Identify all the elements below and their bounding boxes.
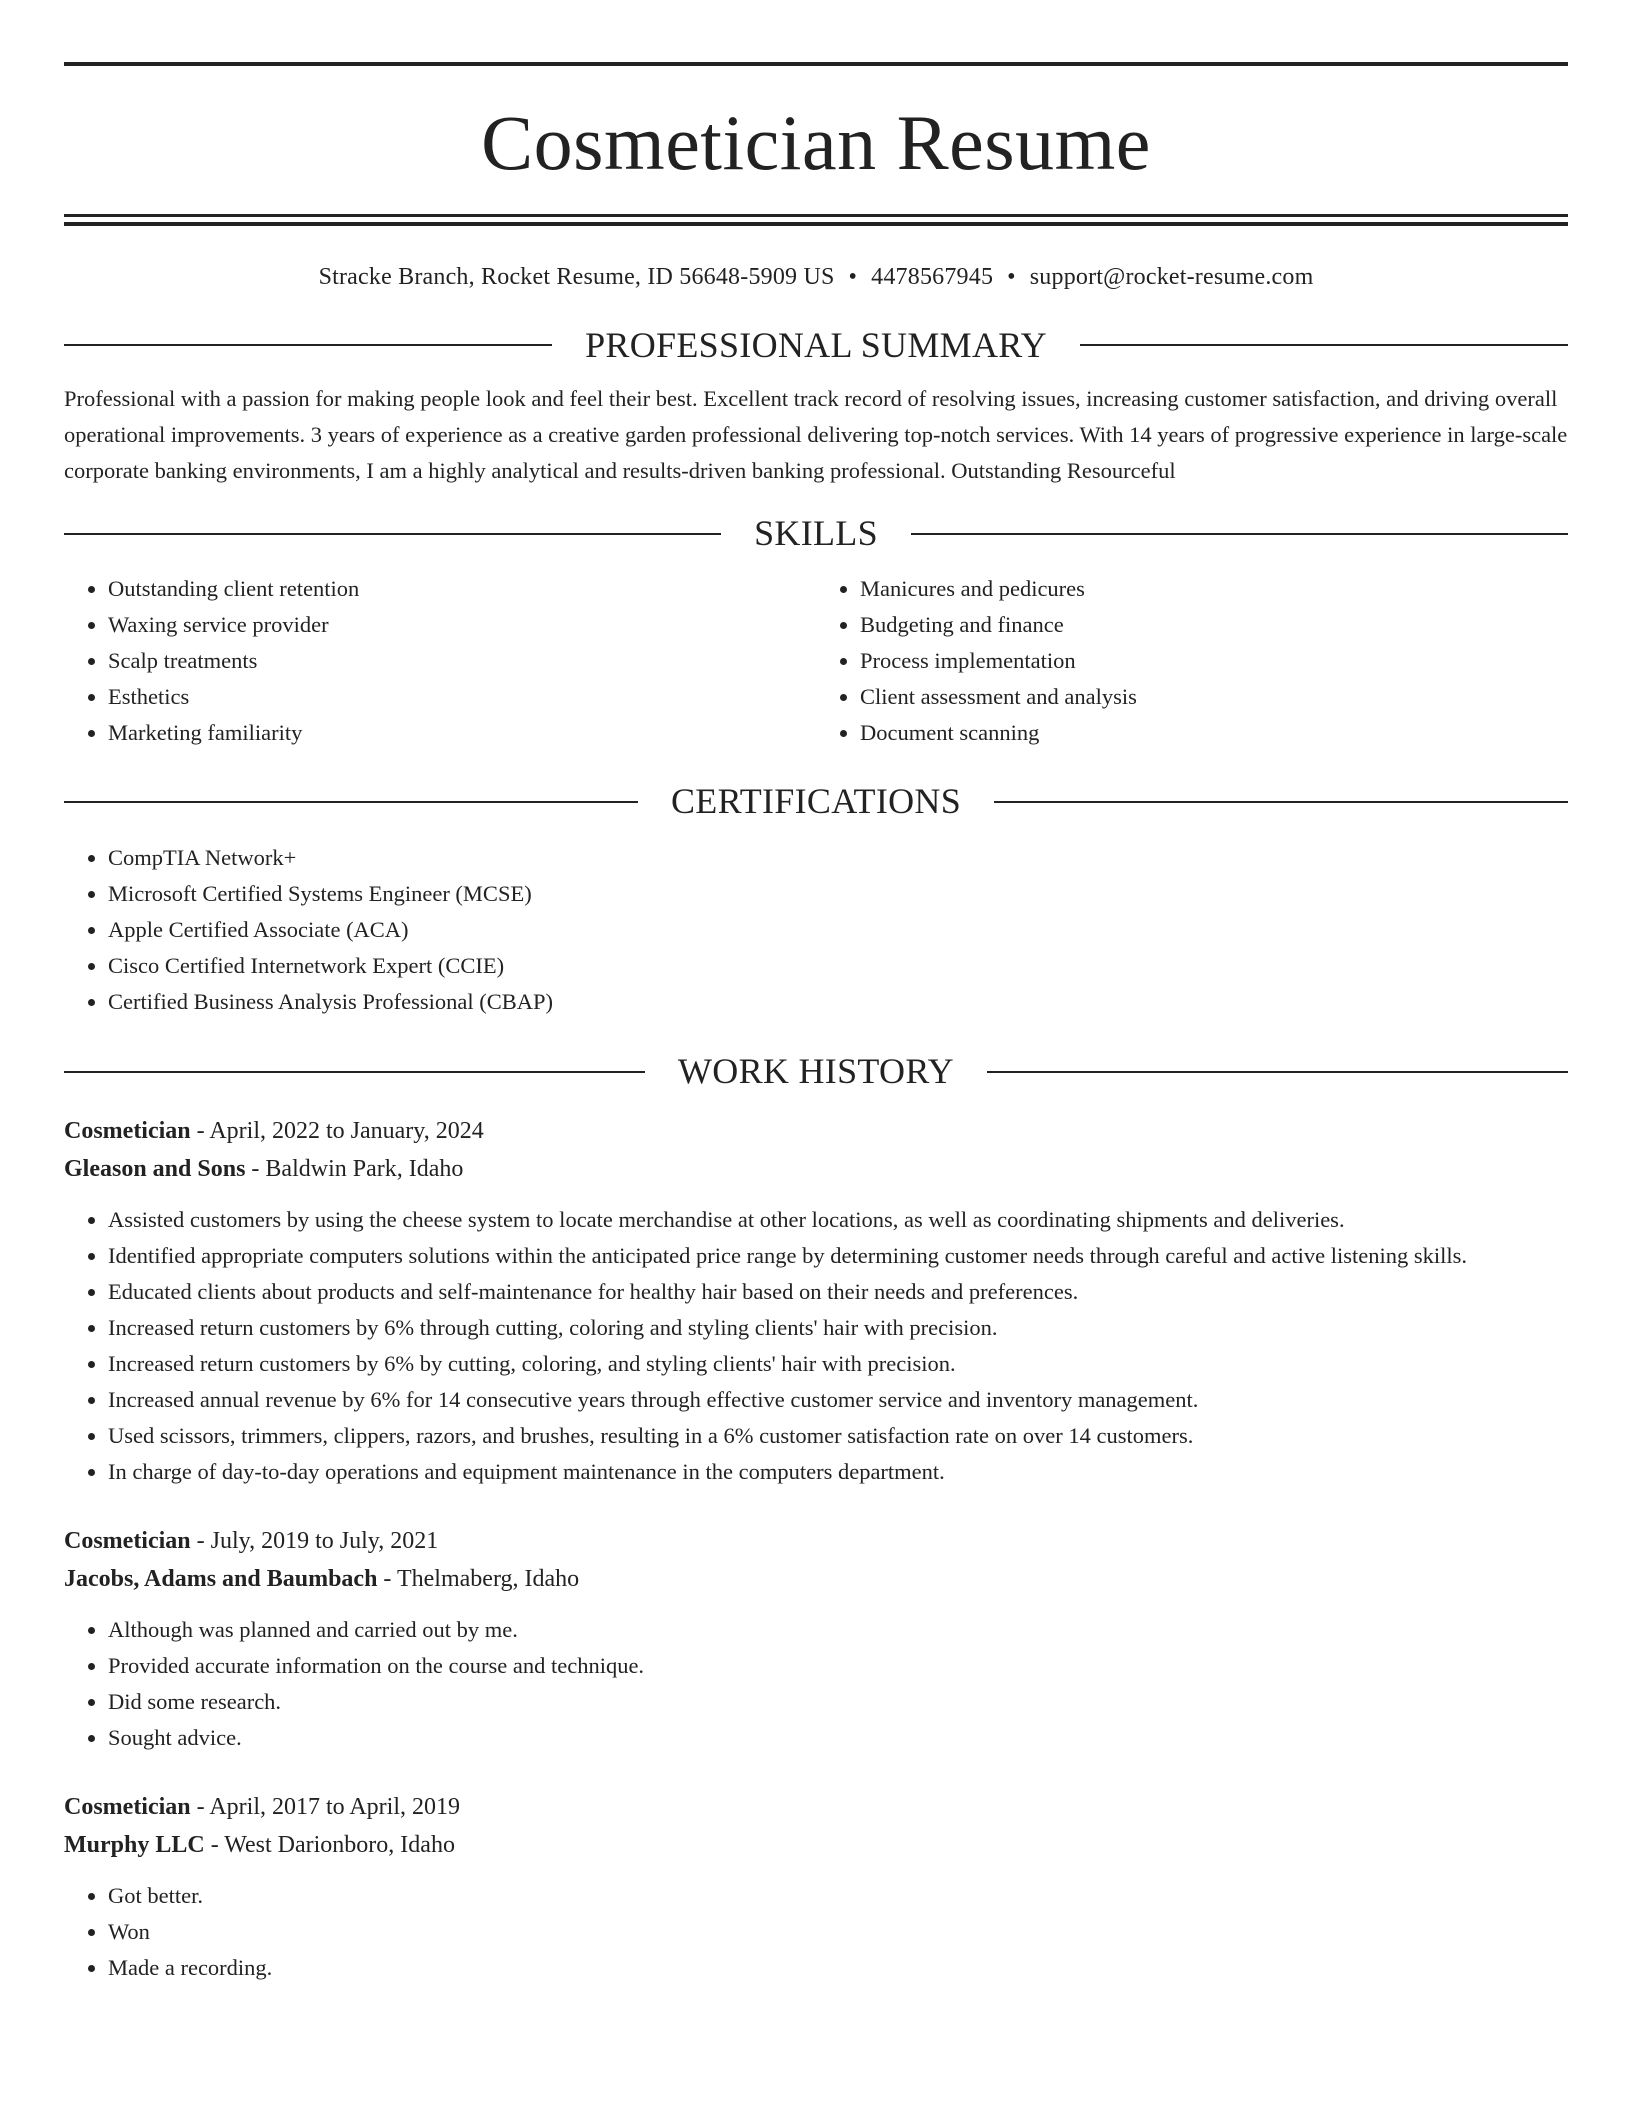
- contact-phone: 4478567945: [871, 264, 994, 290]
- contact-line: [64, 263, 1568, 292]
- job-company: Jacobs, Adams and Baumbach: [64, 1565, 378, 1592]
- job-dates: July, 2019 to July, 2021: [210, 1527, 439, 1554]
- heading-rule-left: [64, 1071, 645, 1073]
- skills-list-left: [64, 571, 816, 751]
- heading-rule-right: [1080, 344, 1568, 346]
- certification-item: • Microsoft Certified Systems Engineer (MCSE): [108, 876, 1568, 912]
- heading-rule-right: [911, 533, 1568, 535]
- certifications-list: [64, 840, 1568, 1020]
- heading-rule-right: [994, 801, 1568, 803]
- job-title: Cosmetician: [64, 1117, 191, 1144]
- skills-columns: [64, 571, 1568, 751]
- job-bullet: • Although was planned and carried out by me.: [108, 1612, 1568, 1648]
- job-bullets: [64, 1202, 1568, 1490]
- job-dash: -: [190, 1527, 211, 1554]
- job-location: Baldwin Park, Idaho: [265, 1155, 464, 1182]
- job-location: Thelmaberg, Idaho: [396, 1565, 580, 1592]
- skill-item: • Esthetics: [108, 679, 816, 715]
- job-bullet: • Assisted customers by using the cheese system to locate merchandise at other locations, as well as coordinating shipments and deliveries.: [108, 1202, 1568, 1238]
- summary-heading: [64, 324, 1568, 367]
- job-bullet: • Educated clients about products and self-maintenance for healthy hair based on their needs and preferences.: [108, 1274, 1568, 1310]
- job-dash: -: [190, 1117, 210, 1144]
- heading-rule-left: [64, 801, 638, 803]
- certification-item: • Cisco Certified Internetwork Expert (CCIE): [108, 948, 1568, 984]
- job-title: Cosmetician: [64, 1793, 191, 1820]
- top-rule: [64, 62, 1568, 66]
- certifications-heading: [64, 780, 1568, 823]
- contact-address: Stracke Branch, Rocket Resume, ID 56648-5909 US: [318, 264, 835, 290]
- skills-heading-label: SKILLS: [754, 512, 878, 553]
- job-company: Gleason and Sons: [64, 1155, 246, 1182]
- contact-email: support@rocket-resume.com: [1029, 264, 1314, 290]
- job-dates: April, 2017 to April, 2019: [209, 1793, 460, 1820]
- certification-item: • Apple Certified Associate (ACA): [108, 912, 1568, 948]
- job-bullet: • Provided accurate information on the course and technique.: [108, 1648, 1568, 1684]
- job-bullet: • Increased annual revenue by 6% for 14 consecutive years through effective customer service and inventory management.: [108, 1382, 1568, 1418]
- skill-item: • Manicures and pedicures: [860, 571, 1568, 607]
- resume-title: Cosmetician Resume: [481, 99, 1151, 186]
- title-double-rule: [64, 214, 1568, 226]
- job-bullet: • Increased return customers by 6% by cutting, coloring, and styling clients' hair with precision.: [108, 1346, 1568, 1382]
- work-history-heading: [64, 1050, 1568, 1093]
- job-bullet: • Identified appropriate computers solutions within the anticipated price range by determining customer needs through careful and active listening skills.: [108, 1238, 1568, 1274]
- summary-text: Professional with a passion for making people look and feel their best. Excellent track record of resolving issues, increasing customer satisfaction, and driving overall operational improvements. 3 years of experience as a creative garden professional delivering top-notch services. With 14 years of progressive experience in large-scale corporate banking environments, I am a highly analytical and results-driven banking professional. Outstanding Resourceful: [64, 385, 1568, 483]
- job-title-line: [64, 1112, 1568, 1150]
- heading-rule-left: [64, 533, 721, 535]
- skill-item: • Client assessment and analysis: [860, 679, 1568, 715]
- job-company-line: [64, 1150, 1568, 1188]
- job-bullet: • Sought advice.: [108, 1720, 1568, 1756]
- certification-item: • Certified Business Analysis Professional (CBAP): [108, 984, 1568, 1020]
- heading-rule-left: [64, 344, 552, 346]
- job-bullets: [64, 1612, 1568, 1756]
- job-entry: [64, 1522, 1568, 1756]
- job-bullet: • Used scissors, trimmers, clippers, razors, and brushes, resulting in a 6% customer satisfaction rate on over 14 customers.: [108, 1418, 1568, 1454]
- job-dash: -: [190, 1793, 210, 1820]
- job-title: Cosmetician: [64, 1527, 191, 1554]
- contact-separator: •: [848, 264, 858, 290]
- job-company-line: [64, 1826, 1568, 1864]
- job-title-line: [64, 1788, 1568, 1826]
- job-bullets: [64, 1878, 1568, 1986]
- job-company: Murphy LLC: [64, 1831, 205, 1858]
- job-bullet: • Got better.: [108, 1878, 1568, 1914]
- job-entry: [64, 1788, 1568, 1986]
- skill-item: • Outstanding client retention: [108, 571, 816, 607]
- job-bullet: • In charge of day-to-day operations and equipment maintenance in the computers department.: [108, 1454, 1568, 1490]
- job-company-line: [64, 1560, 1568, 1598]
- skills-list-right: [816, 571, 1568, 751]
- skill-item: • Waxing service provider: [108, 607, 816, 643]
- job-title-line: [64, 1522, 1568, 1560]
- skill-item: • Scalp treatments: [108, 643, 816, 679]
- job-bullet: • Increased return customers by 6% through cutting, coloring and styling clients' hair with precision.: [108, 1310, 1568, 1346]
- contact-separator: •: [1007, 264, 1016, 290]
- job-bullet: • Did some research.: [108, 1684, 1568, 1720]
- certification-item: • CompTIA Network+: [108, 840, 1568, 876]
- job-location: West Darionboro, Idaho: [224, 1831, 455, 1858]
- work-history-heading-label: WORK HISTORY: [678, 1051, 954, 1092]
- summary-heading-label: PROFESSIONAL SUMMARY: [585, 324, 1047, 365]
- job-dash: -: [204, 1831, 225, 1858]
- certifications-heading-label: CERTIFICATIONS: [670, 781, 962, 822]
- heading-rule-right: [987, 1071, 1568, 1073]
- job-dates: April, 2022 to January, 2024: [209, 1117, 484, 1144]
- job-bullet: • Won: [108, 1914, 1568, 1950]
- skill-item: • Document scanning: [860, 715, 1568, 751]
- job-bullet: • Made a recording.: [108, 1950, 1568, 1986]
- skills-heading: [64, 512, 1568, 555]
- job-dash: -: [377, 1565, 397, 1592]
- skill-item: • Marketing familiarity: [108, 715, 816, 751]
- skill-item: • Process implementation: [860, 643, 1568, 679]
- job-dash: -: [245, 1155, 266, 1182]
- job-entry: [64, 1112, 1568, 1490]
- skill-item: • Budgeting and finance: [860, 607, 1568, 643]
